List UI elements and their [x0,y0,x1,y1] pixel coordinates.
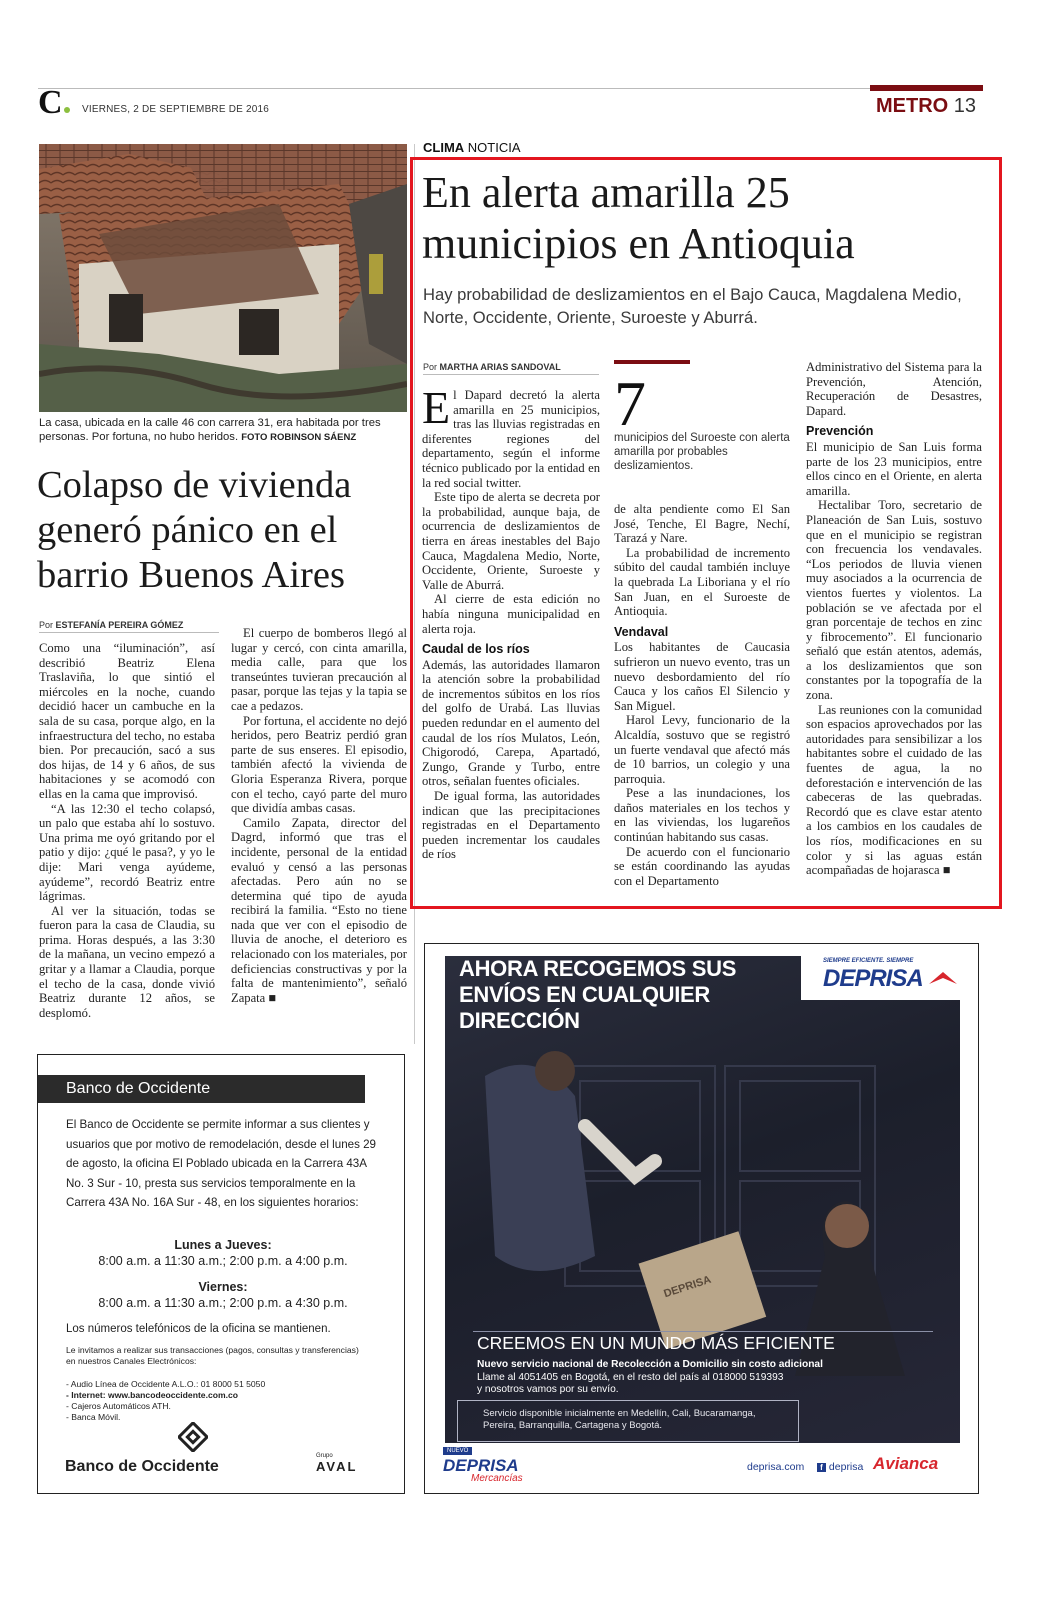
paragraph: Por fortuna, el accidente no dejó heridos, pero Beatriz perdió gran parte de sus enseres. El episodio, también afectó la vivienda de Gloria Esperanza Rivera, porque con el techo, cayó parte del muro que dividía ambas casas. [231,713,407,816]
deprisa-footer-logo: DEPRISA Mercancías [443,1456,523,1484]
bank-ad-body: El Banco de Occidente se permite informar a sus clientes y usuarios que por motivo de remodelación, desde el lunes 29 de agosto, la oficina El Poblado ubicada en la Carrera 43A No. 3 Sur - 10, presta sus servicios temporalmente en la Carrera 43A No. 16A Sur - 48, en los siguientes horarios: [66,1118,377,1209]
paragraph: Camilo Zapata, director del Dagrd, informó que tras el incidente, personal de la entidad evaluó y censó a las personas afectadas. Pero aún no se determina qué tipo de ayuda recibirá la familia. “Esto no tiene nada que ver con el episodio de lluvia de anoche, el deterioro es relacionado con los materiales, por deficiencias constructivas y por la falta de mantenimiento”, señaló Zapata ■ [231,815,407,1005]
schedule-weekdays: Lunes a Jueves: 8:00 a.m. a 11:30 a.m.; 2:00 p.m. a 4:00 p.m. [98,1238,348,1268]
slogan-bar [473,1331,933,1332]
paragraph: de alta pendiente como El San José, Tenche, El Bagre, Nechí, Tarazá y Nare. [614,502,790,546]
drop-cap: E [422,382,451,433]
channels-list: - Audio Línea de Occidente A.L.O.: 01 8000 51 5050 - Internet: www.bancodeoccidente.com.co - Cajeros Automáticos ATH. - Banca Móvil. [66,1379,266,1422]
deprisa-brand-top: SIEMPRE EFICIENTE. SIEMPRE DEPRISA [801,956,960,1000]
phones-note: Los números telefónicos de la oficina se mantienen. [66,1323,331,1335]
main-column-2 [614,502,790,888]
fact-number: 7 [614,368,646,439]
photo-credit: FOTO ROBINSON SÁENZ [241,432,357,443]
left-story-column-2 [231,626,407,1005]
collapsed-house-photo [39,144,407,412]
paragraph: El cuerpo de bomberos llegó al lugar y cercó, con cinta amarilla, media calle, para que los transeúntes tuvieran precaución al pasar, porque las tejas y la tapia se cae a pedazos. [231,626,407,713]
header-rule [38,88,983,89]
newspaper-logo: C [38,86,70,120]
bank-logo-icon [178,1422,208,1452]
channels-invite: Le invitamos a realizar sus transacciones (pagos, consultas y transferencias) en nuestros Canales Electrónicos: [66,1345,359,1366]
subhead-vendaval: Vendaval [614,624,669,639]
deprisa-box-label: DEPRISA [662,1273,713,1301]
main-column-3 [806,360,982,878]
deprisa-logo: DEPRISA [823,965,923,992]
deprisa-ad [424,943,979,1494]
paragraph: Harol Levy, funcionario de la Alcaldía, sostuvo que se registró un fuerte vendaval que afectó más de 10 barrios, un colegio y una parroquia. [614,713,790,786]
deprisa-slogan: CREEMOS EN UN MUNDO MÁS EFICIENTE [477,1333,835,1353]
bank-ad [37,1054,405,1494]
kicker: CLIMA NOTICIA [423,140,521,155]
subhead-caudal: Caudal de los ríos [422,642,530,657]
paragraph: “A las 12:30 el techo colapsó, un palo que estaba ahí lo sostuvo. Una prima me oyó gritando por el patio y dijo: ¿qué le pasa?, y yo le dije: Mari venga ayúdeme, ayúdeme”, recordó Beatriz entre lágrimas. [39,801,215,904]
schedule-friday: Viernes: 8:00 a.m. a 11:30 a.m.; 2:00 p.m. a 4:30 p.m. [98,1280,348,1310]
paragraph: De igual forma, las autoridades indican que las precipitaciones registradas en el Departamento pueden incrementar los caudales de ríos [422,789,600,862]
paragraph: El municipio de San Luis forma parte de los 23 municipios, entre ellos cinco en el Oriente, en alerta amarilla. [806,439,982,498]
paragraph: De acuerdo con el funcionario se están coordinando las ayudas con el Departamento [614,844,790,888]
paragraph: Al ver la situación, todas se fueron para la casa de Claudia, su prima. Horas después, a las 3:30 de la mañana, un vecino empezó a gritar y a llamar a Claudia, porque el techo de la casa, donde vivió Beatriz durante 12 años, se desplomó. [39,903,215,1020]
issue-date: VIERNES, 2 DE SEPTIEMBRE DE 2016 [82,104,270,115]
grupo-aval-logo: Grupo AVAL [316,1453,358,1474]
paragraph: Como una “iluminación”, así describió Beatriz Elena Traslaviña, lo que sintió el miércoles en la noche, cuando decidió hacer un cambuche en la sala de su casa, porque algo, en la infraestructura del techo, no estaba bien. Por precaución, sacó a sus dos hijas, de 14 y 6 años, de sus habitaciones y se acomodó con ellas en la cama que improvisó. [39,641,215,801]
left-headline: Colapso de vivienda generó pánico en el barrio Buenos Aires [37,464,352,596]
deprisa-headline: AHORA RECOGEMOS SUS ENVÍOS EN CUALQUIER DIRECCIÓN [459,956,737,1033]
paragraph: Además, las autoridades llamaron la atención sobre la probabilidad de incrementos súbitos en los ríos del golfo de Urabá. Las lluvias pueden redundar en el aumento del caudal de los ríos Mulatos, León, Chigorodó, Carepa, Apartadó, Zungo, Grande y Turbo, entre otros, señalan fuentes oficiales. [422,657,600,789]
paragraph: l Dapard decretó la alerta amarilla en 25 municipios, tras las lluvias registradas en diferentes regiones del departamento, según el informe técnico publicado por la entidad en la red social twitter. [422,388,600,490]
main-deck: Hay probabilidad de deslizamientos en el Bajo Cauca, Magdalena Medio, Norte, Occidente, Oriente, Suroeste y Aburrá. [423,285,962,327]
bank-ad-title: Banco de Occidente [38,1075,365,1103]
subhead-prevencion: Prevención [806,424,874,439]
section-color-bar [870,85,983,91]
fact-box-rule [614,360,690,364]
paragraph: Pese a las inundaciones, los daños materiales en los techos y en las viviendas, los lugareños continúan habitando sus casas. [614,786,790,845]
paragraph: Administrativo del Sistema para la Prevención, Atención, Recuperación de Desastres, Dapard. [806,360,982,418]
main-column-1 [422,382,600,862]
main-byline: Por MARTHA ARIAS SANDOVAL [423,362,599,375]
deprisa-photo [445,956,960,1443]
paragraph: Este tipo de alerta se decreta por la probabilidad, aunque baja, de ocurrencia de deslizamientos de tierra en áreas inestables del Bajo Cauca, Magdalena Medio, Norte, Occidente, Oriente, Suroeste y Valle de Aburrá. [422,490,600,592]
main-headline: En alerta amarilla 25 municipios en Antioquia [422,168,855,268]
deprisa-availability: Servicio disponible inicialmente en Medellín, Cali, Bucaramanga, Pereira, Barranquilla, Cartagena y Bogotá. [483,1408,756,1431]
facebook-icon: f [817,1463,826,1472]
deprisa-service: Nuevo servicio nacional de Recolección a Domicilio sin costo adicional Llame al 4051405 en Bogotá, en el resto del país al 018000 519393 y nosotros vamos por su envío. [477,1359,823,1395]
paragraph: Hectalibar Toro, secretario de Planeación de San Luis, sostuvo que en el municipio se registran con frecuencia los vendavales. “Los periodos de lluvia vienen muy asociados a la ocurrencia de vientos fuertes y violentos. La población se ve afectada por el gran porcentaje de techos en zinc y fibrocemento”. El funcionario señaló que están atentos, además, a los deslizamientos que son constantes por la topografía de la zona. [806,498,982,703]
left-story-column-1 [39,641,215,1020]
bank-footer-logo: Banco de Occidente [65,1458,219,1475]
section-label: METRO 13 [876,95,977,117]
deprisa-social[interactable]: f deprisa [817,1461,863,1473]
left-byline: Por ESTEFANÍA PEREIRA GÓMEZ [39,620,219,633]
paragraph: La probabilidad de incremento súbito del caudal también incluye la quebrada La Liboriana y el río San Juan, en el Suroeste de Antioquia. [614,545,790,619]
fact-text: municipios del Suroeste con alerta amarilla por probables deslizamientos. [614,432,790,472]
photo-caption: La casa, ubicada en la calle 46 con carrera 31, era habitada por tres personas. Por fortuna, no hubo heridos. FOTO ROBINSON SÁENZ [39,417,381,443]
paragraph: Al cierre de esta edición no había ninguna municipalidad en alerta roja. [422,592,600,636]
deprisa-wing-icon [929,970,957,986]
paragraph: Las reuniones con la comunidad son espacios aprovechados por las autoridades para sensibilizar a los habitantes sobre el cuidado de las fuentes de agua, la no deforestación e intervención de las cabeceras de las quebradas. Recordó que es clave estar atento a los cambios en los caudales de los ríos, modificaciones en su color y si las aguas están acompañadas de hojarasca ■ [806,702,982,878]
avianca-logo: Avianca [873,1454,939,1473]
nuevo-badge: NUEVO [443,1447,472,1455]
deprisa-website[interactable]: deprisa.com [747,1461,805,1473]
paragraph: Los habitantes de Caucasia sufrieron un nuevo evento, tras un nuevo desbordamiento del río Cauca y los caños El Silencio y San Miguel. [614,640,790,713]
